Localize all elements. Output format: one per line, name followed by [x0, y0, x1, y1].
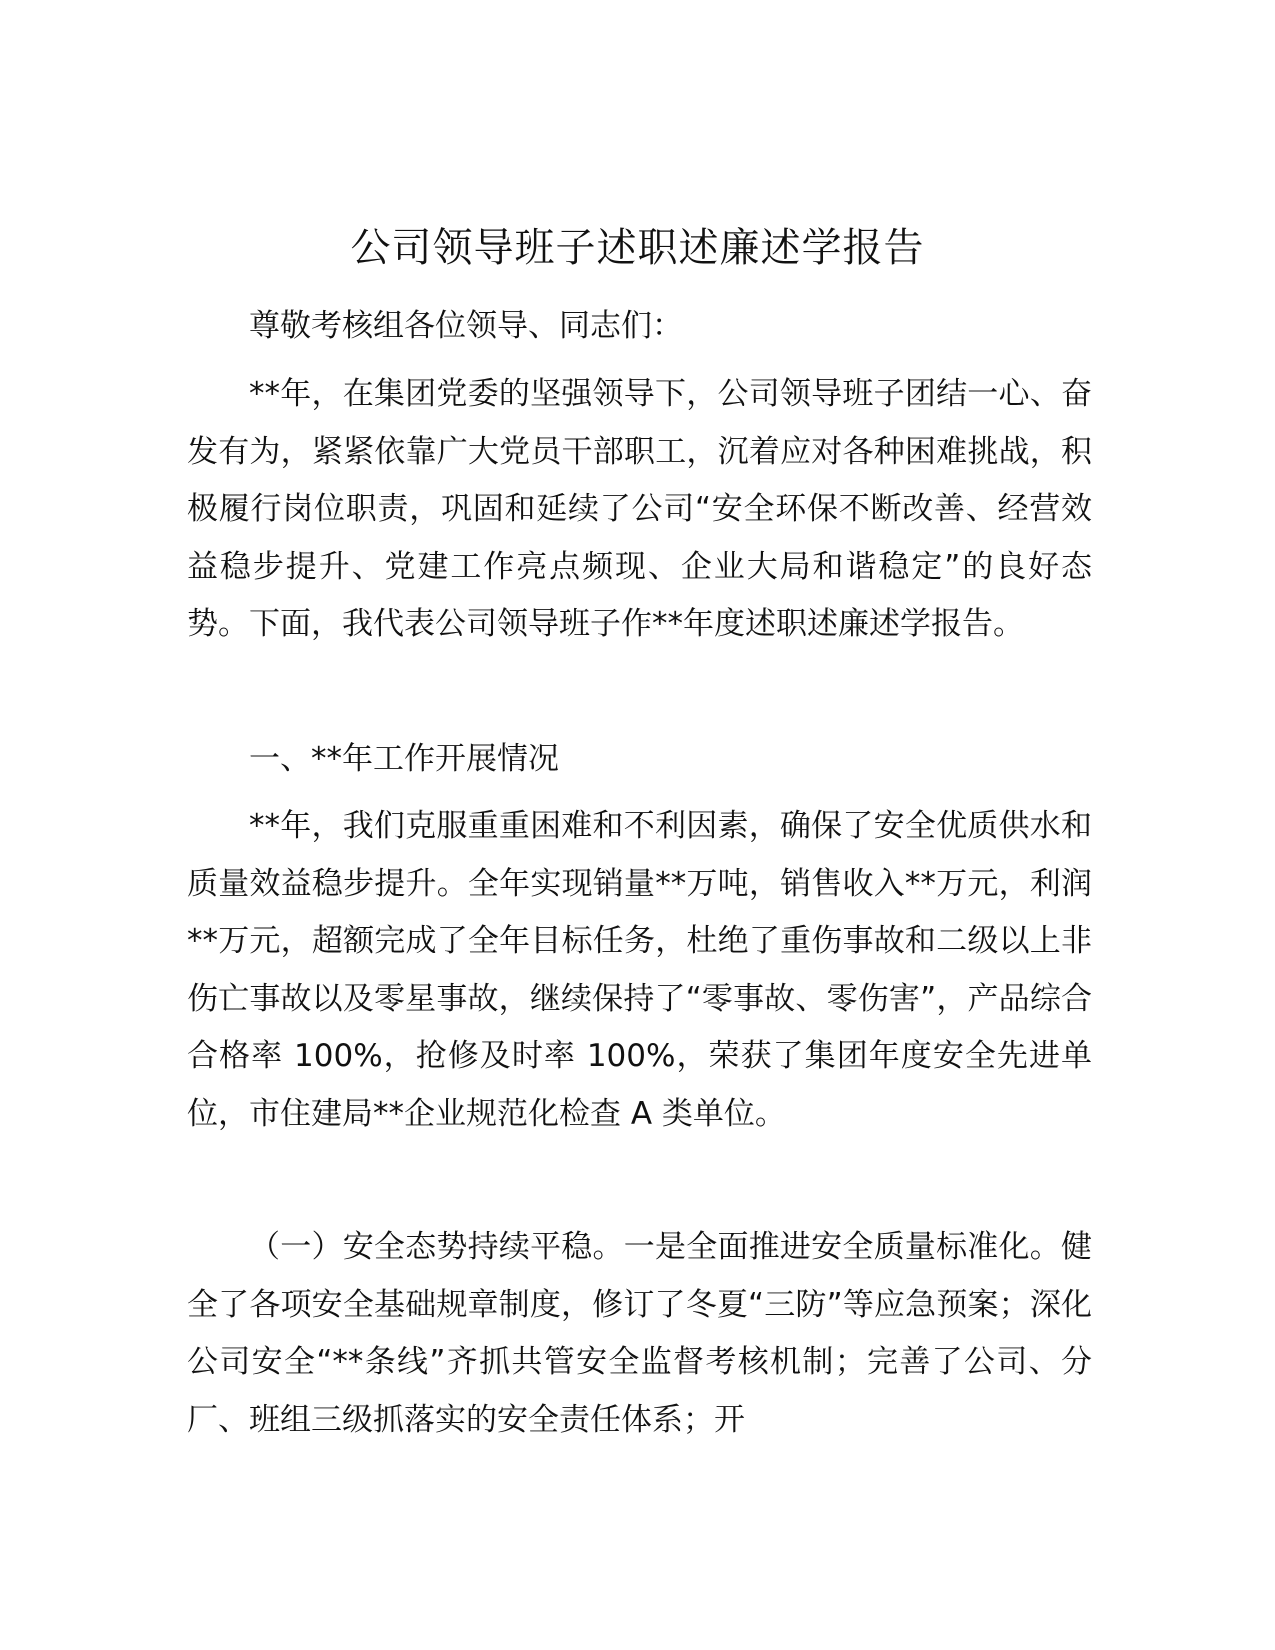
- safety-paragraph: （一）安全态势持续平稳。一是全面推进安全质量标准化。健全了各项安全基础规章制度，修订了冬夏“三防”等应急预案；深化公司安全“**条线”齐抓共管安全监督考核机制；完善了公司、分厂、班组三级抓落实的安全责任体系；开: [187, 1229, 1092, 1438]
- document-title: 公司领导班子述职述廉述学报告: [350, 225, 925, 271]
- section-heading: 一、**年工作开展情况: [249, 741, 559, 777]
- summary-paragraph: **年，我们克服重重困难和不利因素，确保了安全优质供水和质量效益稳步提升。全年实现销量**万吨，销售收入**万元，利润**万元，超额完成了全年目标任务，杜绝了重伤事故和二级以上非伤亡事故以及零星事故，继续保持了“零事故、零伤害”，产品综合合格率 100%，抢修及时率 100%，荣获了集团年度安全先进单位，市住建局**企业规范化检查 A 类单位。: [187, 808, 1092, 1132]
- salutation-paragraph: 尊敬考核组各位领导、同志们：: [249, 308, 683, 344]
- intro-paragraph: **年，在集团党委的坚强领导下，公司领导班子团结一心、奋发有为，紧紧依靠广大党员干部职工，沉着应对各种困难挑战，积极履行岗位职责，巩固和延续了公司“安全环保不断改善、经营效益稳步提升、党建工作亮点频现、企业大局和谐稳定”的良好态势。下面，我代表公司领导班子作**年度述职述廉述学报告。: [187, 376, 1092, 642]
